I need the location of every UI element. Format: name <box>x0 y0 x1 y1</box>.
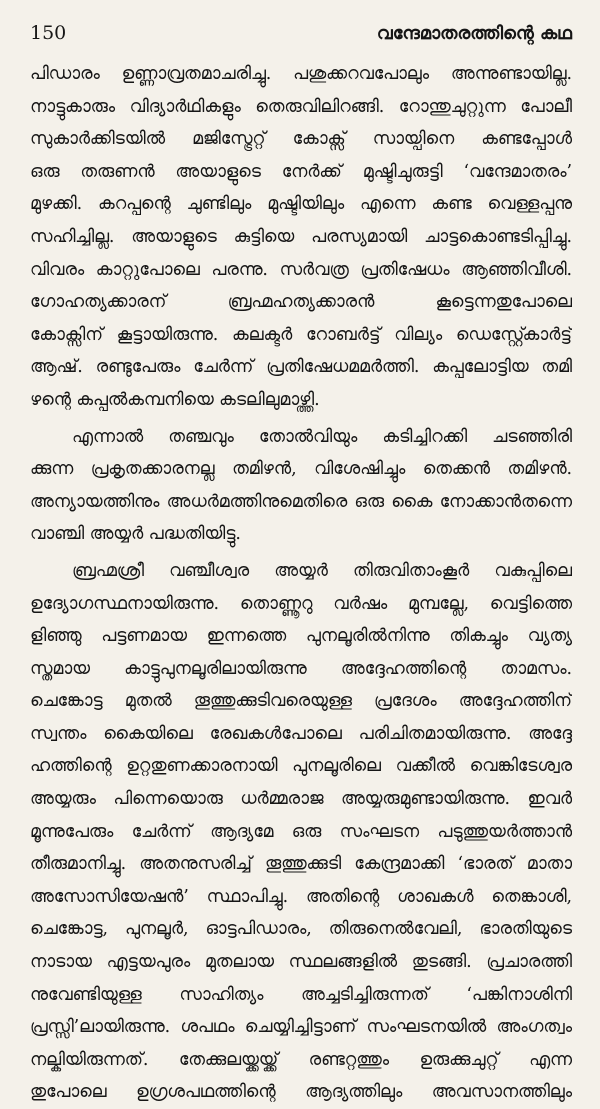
text-line: വിവരം കാറ്റുപോലെ പരന്നു. സർവത്ര പ്രതിഷേധം ആഞ്ഞിവീശി. <box>30 259 572 280</box>
text-line: തുപോലെ ഉഗ്രശപഥത്തിന്റെ ആദ്യത്തിലും അവസാനത്തിലും <box>30 1082 572 1103</box>
page-header <box>30 22 572 58</box>
text-line: എന്നാൽ തഞ്ചവും തോൽവിയും കടിച്ചിറക്കി ചടഞ്ഞിരി <box>72 426 572 447</box>
text-line: സ്തമായ കാട്ടുപുനലൂരിലായിരുന്നു അദ്ദേഹത്തിന്റെ താമസം. <box>30 658 572 679</box>
text-line: അയ്യരും പിന്നെയൊരു ധർമ്മരാജ അയ്യരുമുണ്ടായിരുന്നു. ഇവർ <box>30 789 572 810</box>
text-line: പ്രസ്സി’ലായിരുന്നു. ശപഥം ചെയ്യിച്ചിട്ടാണ് സംഘടനയിൽ അംഗത്വം <box>30 1017 572 1038</box>
running-head: വന്ദേമാതരത്തിന്റെ കഥ <box>376 23 572 44</box>
text-line: അന്യായത്തിനും അധർമത്തിനുമെതിരെ ഒരു കൈ നോക്കാൻതന്നെ <box>30 491 572 512</box>
text-line: ബ്രഹ്മശ്രീ വഞ്ചീശ്വര അയ്യർ തിരുവിതാംകൂർ വകുപ്പിലെ <box>72 560 572 581</box>
text-line: മൂന്നുപേരും ചേർന്ന് ആദ്യമേ ഒരു സംഘടന പടുത്തുയർത്താൻ <box>30 821 572 842</box>
paragraph-3 <box>30 555 572 1109</box>
text-line: ചെങ്കോട്ട മുതൽ തൂത്തുക്കുടിവരെയുള്ള പ്രദേശം അദ്ദേഹത്തിന് <box>30 691 572 712</box>
text-line: സുകാർക്കിടയിൽ മജിസ്ട്രേറ്റ് കോക്സ് സായ്പിനെ കണ്ടപ്പോൾ <box>30 129 572 150</box>
text-line: ഉദ്യോഗസ്ഥനായിരുന്നു. തൊണ്ണൂറു വർഷം മുമ്പല്ലേ, വെട്ടിത്തെ <box>30 593 572 614</box>
text-line: തീരുമാനിച്ചു. അതനുസരിച്ച് തൂത്തുക്കുടി കേന്ദ്രമാക്കി ‘ഭാരത് മാതാ <box>30 854 572 875</box>
text-line: സ്വന്തം കൈയിലെ രേഖകൾപോലെ പരിചിതമായിരുന്നു. അദ്ദേ <box>30 723 572 744</box>
paragraph-1 <box>30 58 572 417</box>
text-line: നാട്ടുകാരും വിദ്യാർഥികളും തെരുവിലിറങ്ങി. റോന്തുചുറ്റുന്ന പോലീ <box>30 96 572 117</box>
paragraph-2 <box>30 421 572 551</box>
text-line: ക്കുന്ന പ്രകൃതക്കാരനല്ല തമിഴൻ, വിശേഷിച്ചും തെക്കൻ തമിഴൻ. <box>30 459 572 480</box>
text-line: നാടായ എട്ടയപുരം മുതലായ സ്ഥലങ്ങളിൽ തുടങ്ങി. പ്രചാരത്തി <box>30 952 572 973</box>
text-line: അസോസിയേഷൻ’ സ്ഥാപിച്ചു. അതിന്റെ ശാഖകൾ തെങ്കാശി, <box>30 886 572 907</box>
text-line: സഹിച്ചില്ല. അയാളുടെ കുട്ടിയെ പരസ്യമായി ചാട്ടകൊണ്ടടിപ്പിച്ചു. <box>30 226 572 247</box>
text-line: വാഞ്ചി അയ്യർ പദ്ധതിയിട്ടു. <box>30 524 241 545</box>
text-line: ഴന്റെ കപ്പൽകമ്പനിയെ കടലിലുമാഴ്ത്തി. <box>30 389 320 410</box>
text-line: ഗോഹത്യക്കാരന് ബ്രഹ്മഹത്യക്കാരൻ കൂട്ടെന്നതുപോലെ <box>30 292 572 313</box>
text-line: ഹത്തിന്റെ ഉറ്റതുണക്കാരനായി പുനലൂരിലെ വക്കീൽ വെങ്കിടേശ്വര <box>30 756 572 777</box>
text-line: നല്കിയിരുന്നത്. തേക്കുലയ്ക്കയ്ക്ക് രണ്ടറ്റത്തും ഉരുക്കുചുറ്റ് എന്ന <box>30 1049 572 1070</box>
text-line: ആഷ്. രണ്ടുപേരും ചേർന്ന് പ്രതിഷേധമമർത്തി. കപ്പലോട്ടിയ തമി <box>30 357 572 378</box>
text-line: പിഡാരം ഉണ്ണാവ്രതമാചരിച്ചു. പശുക്കറവപോലും അന്നുണ്ടായില്ല. <box>30 64 572 84</box>
text-line: ളിഞ്ഞു പട്ടണമായ ഇന്നത്തെ പുനലൂരിൽനിന്നു തികച്ചും വ്യത്യ <box>30 626 572 647</box>
text-line: ഒരു തരുണൻ അയാളുടെ നേർക്ക് മുഷ്ടിചുരുട്ടി ‘വന്ദേമാതരം’ <box>30 161 572 182</box>
page-body <box>30 58 572 1109</box>
text-line: ചെങ്കോട്ട, പുനലൂർ, ഓട്ടപിഡാരം, തിരുനെൽവേലി, ഭാരതിയുടെ <box>30 919 572 940</box>
page-number: 150 <box>30 22 67 44</box>
text-line: മുഴക്കി. കറപ്പന്റെ ചുണ്ടിലും മുഷ്ടിയിലും എന്നെ കണ്ട വെള്ളപ്പനു <box>30 194 572 215</box>
text-line: നുവേണ്ടിയുള്ള സാഹിത്യം അച്ചടിച്ചിരുന്നത് ‘പങ്കിനാശിനി <box>30 984 572 1005</box>
text-line: കോക്സിന് കൂട്ടായിരുന്നു. കലക്ടർ റോബർട്ട് വില്യം ഡെസ്റ്റ്കോർട്ട് <box>30 324 572 345</box>
